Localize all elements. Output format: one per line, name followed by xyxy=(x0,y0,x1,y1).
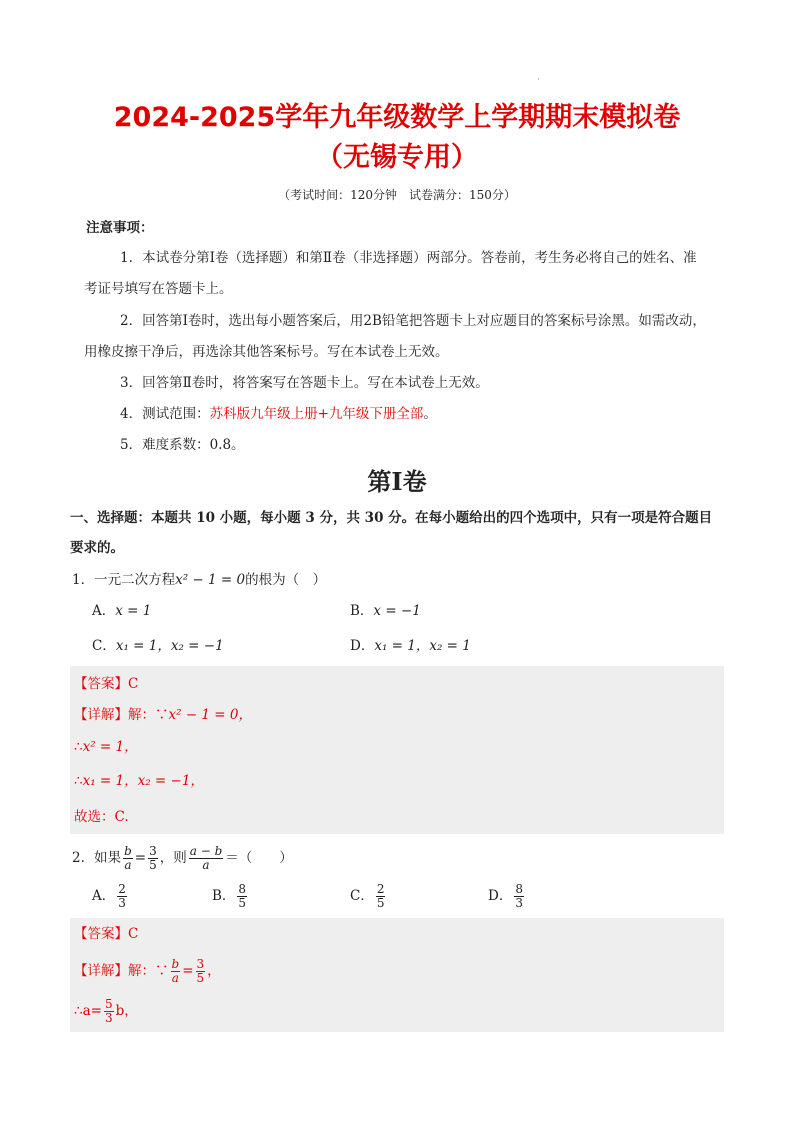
q2-step-2-den: 3 xyxy=(104,1011,113,1025)
q2-option-d-label: D． xyxy=(488,888,513,904)
q2-option-d-den: 3 xyxy=(515,896,523,910)
q2-detail-label: 【详解】解：∵ xyxy=(74,963,169,979)
q1-option-c-value: x₁ = 1，x₂ = −1 xyxy=(115,638,224,654)
q2-option-c-frac xyxy=(376,883,386,910)
section-title: 第Ⅰ卷 xyxy=(367,467,427,496)
q1-conclusion: 故选：C. xyxy=(74,809,129,825)
q1-suffix: 的根为（ ） xyxy=(245,572,327,588)
q2-fraction-2 xyxy=(148,845,158,872)
q2-answer: 【答案】C xyxy=(74,926,139,942)
q2-option-c xyxy=(350,881,387,911)
q2-step-2-frac xyxy=(104,998,114,1025)
q2-detail-frac-1-num: b xyxy=(171,957,180,971)
q2-fraction-1 xyxy=(123,845,133,872)
q1-step-3-equation: x₁ = 1，x₂ = −1， xyxy=(82,773,204,789)
q2-fraction-2-den: 5 xyxy=(149,858,157,872)
q2-option-d-num: 8 xyxy=(515,882,523,896)
q2-equals: = xyxy=(134,850,147,866)
q1-option-b-value: x = −1 xyxy=(373,603,421,619)
page-subtitle: （无锡专用） xyxy=(316,142,478,173)
q2-option-a-num: 2 xyxy=(118,882,126,896)
q1-step-3 xyxy=(74,771,204,791)
note-1-line-2: 考证号填写在答题卡上。 xyxy=(84,281,233,297)
q2-option-b-den: 5 xyxy=(238,896,247,910)
q2-option-a-den: 3 xyxy=(118,896,126,910)
corner-mark: ' xyxy=(538,78,540,85)
q2-detail-frac-2-den: 5 xyxy=(196,971,205,985)
q2-option-c-den: 5 xyxy=(376,896,385,910)
q2-option-b-frac xyxy=(237,883,247,910)
q2-detail-end: ， xyxy=(207,963,221,979)
q1-option-a xyxy=(92,601,151,621)
note-4-suffix: 。 xyxy=(423,406,437,422)
q2-option-a-label: A． xyxy=(92,888,116,904)
note-4-prefix: 4．测试范围： xyxy=(120,406,210,422)
note-2-line-2: 用橡皮擦干净后，再选涂其他答案标号。写在本试卷上无效。 xyxy=(84,344,449,360)
section-intro-line-1: 一、选择题：本题共 10 小题，每小题 3 分，共 30 分。在每小题给出的四个选项中，只有一项是符合题目 xyxy=(70,510,713,526)
q1-option-a-label: A． xyxy=(92,603,116,619)
q2-mid: ，则 xyxy=(159,850,187,866)
q1-step-2 xyxy=(74,737,138,757)
q2-option-c-num: 2 xyxy=(376,882,385,896)
q2-fraction-1-den: a xyxy=(124,858,132,872)
note-4-range: 苏科版九年级上册+九年级下册全部 xyxy=(209,406,424,422)
q2-step-2-num: 5 xyxy=(104,997,113,1011)
page-title: 2024-2025学年九年级数学上学期期末模拟卷 xyxy=(113,102,681,133)
q2-option-b-label: B． xyxy=(212,888,236,904)
q1-answer-box xyxy=(70,666,724,834)
q2-option-a-frac xyxy=(117,883,127,910)
q1-equation: x² − 1 = 0 xyxy=(175,572,246,588)
q1-option-c-label: C． xyxy=(92,638,116,654)
q1-option-d-value: x₁ = 1，x₂ = 1 xyxy=(374,638,471,654)
q2-fraction-1-num: b xyxy=(124,844,132,858)
q1-answer: 【答案】C xyxy=(74,676,139,692)
q1-option-d-label: D． xyxy=(350,638,375,654)
q2-detail-equals: = xyxy=(182,963,194,979)
q2-detail-frac-1-den: a xyxy=(171,971,179,985)
q1-option-d xyxy=(350,636,471,656)
q1-option-b-label: B． xyxy=(350,603,374,619)
q1-step-3-sign: ∴ xyxy=(74,773,83,789)
note-3: 3．回答第Ⅱ卷时，将答案写在答题卡上。写在本试卷上无效。 xyxy=(120,375,489,391)
q2-option-b xyxy=(212,881,249,911)
q2-option-a xyxy=(92,881,129,911)
q2-option-d-frac xyxy=(514,883,524,910)
note-5: 5．难度系数：0.8。 xyxy=(120,437,245,453)
q2-option-b-num: 8 xyxy=(238,882,247,896)
q1-detail xyxy=(74,705,252,725)
q2-suffix: ＝（ ） xyxy=(225,850,293,866)
q1-option-b xyxy=(350,601,421,621)
q2-detail-frac-1 xyxy=(171,958,181,985)
q2-detail xyxy=(74,956,221,986)
q2-fraction-2-num: 3 xyxy=(149,844,157,858)
q2-stem xyxy=(72,843,293,873)
q1-option-a-value: x = 1 xyxy=(115,603,152,619)
q2-option-d xyxy=(488,881,526,911)
q2-step-2 xyxy=(74,996,138,1026)
q1-detail-equation: x² − 1 = 0， xyxy=(168,707,252,723)
q1-prefix: 1．一元二次方程 xyxy=(72,572,176,588)
note-2-line-1: 2．回答第Ⅰ卷时，选出每小题答案后，用2B铅笔把答题卡上对应题目的答案标号涂黑。如需改动， xyxy=(120,313,706,329)
q2-option-c-label: C． xyxy=(350,888,374,904)
q2-prefix: 2．如果 xyxy=(72,850,122,866)
q1-step-2-equation: x² = 1， xyxy=(82,739,138,755)
notes-heading: 注意事项： xyxy=(86,220,154,236)
section-intro-line-2: 要求的。 xyxy=(70,540,124,556)
note-1-line-1: 1．本试卷分第Ⅰ卷（选择题）和第Ⅱ卷（非选择题）两部分。答卷前，考生务必将自己的姓名、准 xyxy=(120,250,697,266)
q1-stem xyxy=(72,570,326,590)
q1-detail-label: 【详解】解：∵ xyxy=(74,707,169,723)
q1-step-2-sign: ∴ xyxy=(74,739,83,755)
q2-detail-frac-2-num: 3 xyxy=(196,957,205,971)
q2-step-2-suffix: b， xyxy=(115,1003,138,1019)
note-4 xyxy=(120,404,437,424)
q2-step-2-prefix: ∴a= xyxy=(74,1003,102,1019)
q2-fraction-3 xyxy=(189,845,224,872)
q2-fraction-3-num: a − b xyxy=(189,844,223,858)
q2-detail-frac-2 xyxy=(196,958,206,985)
q1-option-c xyxy=(92,636,224,656)
exam-meta: （考试时间：120分钟 试卷满分：150分） xyxy=(278,188,516,202)
q2-fraction-3-den: a xyxy=(202,858,210,872)
